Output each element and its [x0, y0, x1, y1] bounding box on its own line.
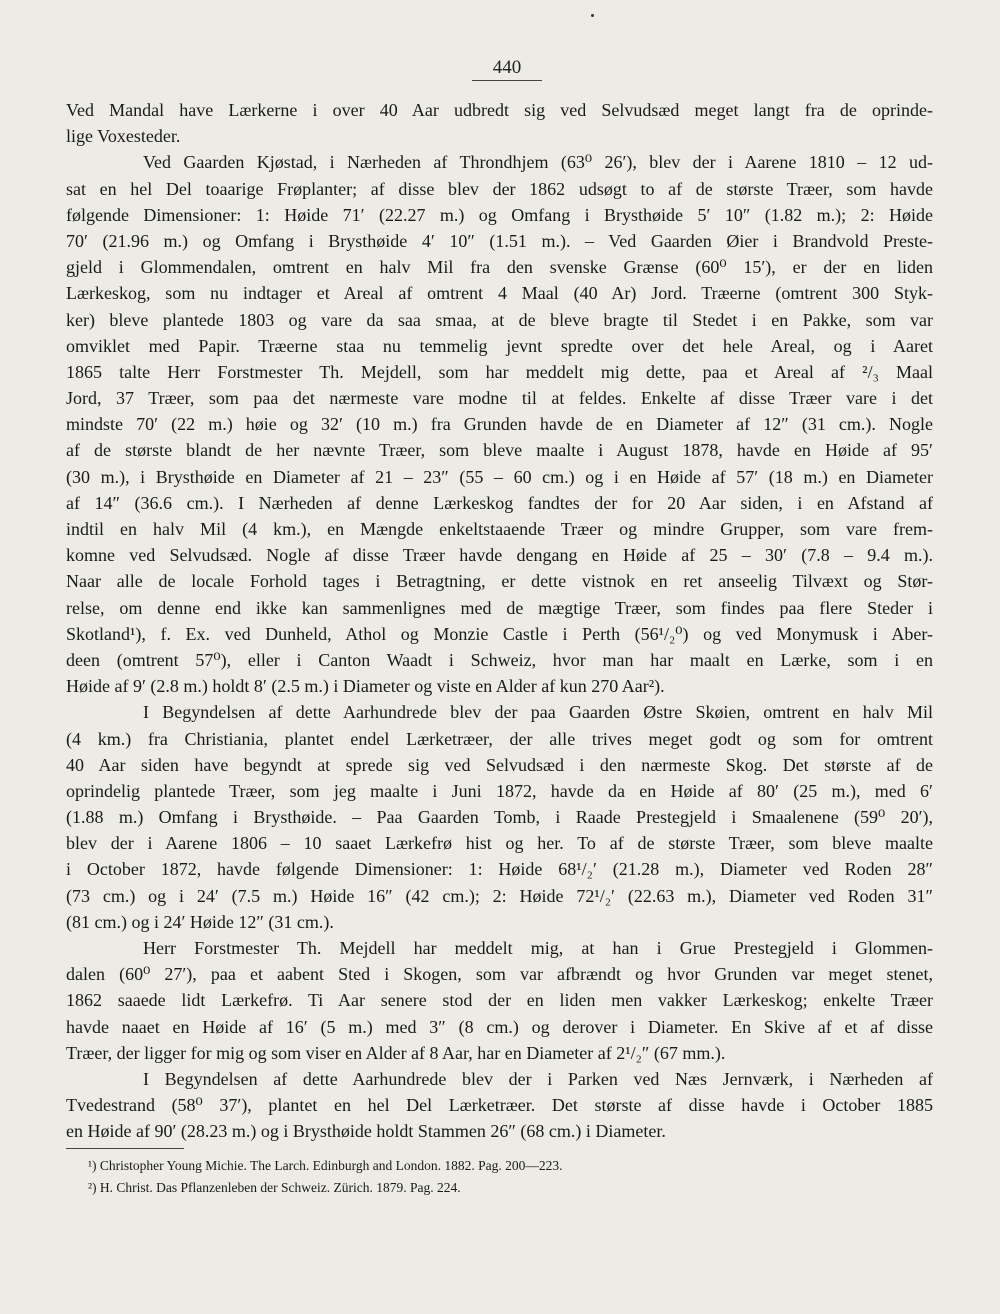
- text-line: Lærkeskog, som nu indtager et Areal af omtrent 4 Maal (40 Ar) Jord. Træerne (omtrent 300 Styk-: [66, 283, 933, 304]
- text-line: Naar alle de locale Forhold tages i Betragtning, er dette vistnok en ret anseelig Tilvæxt og Stør-: [66, 571, 933, 592]
- text-line: omviklet med Papir. Træerne staa nu temmelig jevnt spredte over det hele Areal, og i Aaret: [66, 335, 933, 356]
- text-line: (73 cm.) og i 24′ (7.5 m.) Høide 16″ (42 cm.); 2: Høide 72¹/₂′ (22.63 m.), Diameter ved Roden 31″: [66, 885, 933, 906]
- text-line: af 14″ (36.6 cm.). I Nærheden af denne Lærkeskog fandtes der for 20 Aar siden, i en Afstand af: [66, 492, 933, 513]
- text-line: mindste 70′ (22 m.) høie og 32′ (10 m.) fra Grunden havde de en Diameter af 12″ (31 cm.). Nogle: [66, 414, 933, 435]
- text-line: 70′ (21.96 m.) og Omfang i Brysthøide 4′ 10″ (1.51 m.). – Ved Gaarden Øier i Brandvold Preste-: [66, 230, 933, 251]
- footnotes: [88, 1155, 888, 1199]
- footnote: ¹) Christopher Young Michie. The Larch. Edinburgh and London. 1882. Pag. 200—223.: [88, 1158, 563, 1173]
- text-line: 1865 talte Herr Forstmester Th. Mejdell, som har meddelt mig dette, paa et Areal af ²/₃ Maal: [66, 361, 933, 382]
- text-line: 1862 saaede lidt Lærkefrø. Ti Aar senere stod der en liden men vakker Lærkeskog; enkelte Træer: [66, 990, 933, 1011]
- print-speck: [591, 14, 594, 17]
- page-number: 440: [492, 57, 522, 78]
- text-line: oprindelig plantede Træer, som jeg maalte i Juni 1872, havde da en Høide af 80′ (25 m.), med 6′: [66, 780, 933, 801]
- text-line: ker) bleve plantede 1803 og vare da saa smaa, at de bleve bragte til Stedet i en Pakke, som var: [66, 309, 933, 330]
- text-line: (81 cm.) og i 24′ Høide 12″ (31 cm.).: [66, 911, 334, 932]
- text-line: Ved Gaarden Kjøstad, i Nærheden af Throndhjem (63⁰ 26′), blev der i Aarene 1810 – 12 ud-: [143, 152, 933, 173]
- text-line: relse, om denne end ikke kan sammenlignes med de mægtige Træer, som findes paa flere Steder i: [66, 597, 933, 618]
- text-line: I Begyndelsen af dette Aarhundrede blev der paa Gaarden Østre Skøien, omtrent en halv Mil: [143, 702, 933, 723]
- text-line: 40 Aar siden have begyndt at sprede sig ved Selvudsæd i den nærmeste Skog. Det største af de: [66, 754, 933, 775]
- text-line: (30 m.), i Brysthøide en Diameter af 21 – 23″ (55 – 60 cm.) og i en Høide af 57′ (18 m.) en Diameter: [66, 466, 933, 487]
- text-line: Skotland¹), f. Ex. ved Dunheld, Athol og Monzie Castle i Perth (56¹/₂⁰) og ved Monymusk i Aber-: [66, 623, 933, 644]
- text-line: (1.88 m.) Omfang i Brysthøide. – Paa Gaarden Tomb, i Raade Prestegjeld i Smaalenene (59⁰ 20′),: [66, 807, 933, 828]
- text-line: indtil en halv Mil (4 km.), en Mængde enkeltstaaende Træer og mindre Grupper, som vare frem-: [66, 519, 933, 539]
- footnote: ²) H. Christ. Das Pflanzenleben der Schweiz. Zürich. 1879. Pag. 224.: [88, 1180, 461, 1195]
- text-line: deen (omtrent 57⁰), eller i Canton Waadt i Schweiz, hvor man har maalt en Lærke, som i en: [66, 649, 933, 670]
- text-line: følgende Dimensioner: 1: Høide 71′ (22.27 m.) og Omfang i Brysthøide 5′ 10″ (1.82 m.); 2: Høide: [66, 204, 933, 225]
- text-line: lige Voxesteder.: [66, 126, 181, 147]
- text-line: i October 1872, havde følgende Dimensioner: 1: Høide 68¹/₂′ (21.28 m.), Diameter ved Roden 28″: [66, 859, 933, 880]
- page-number-rule: [472, 80, 542, 81]
- text-line: I Begyndelsen af dette Aarhundrede blev der i Parken ved Næs Jernværk, i Nærheden af: [143, 1068, 933, 1089]
- text-line: komne ved Selvudsæd. Nogle af disse Træer havde dengang en Høide af 25 – 30′ (7.8 – 9.4 m.).: [66, 545, 933, 566]
- text-line: blev der i Aarene 1806 – 10 saaet Lærkefrø hist og her. To af de største Træer, som bleve maalte: [66, 833, 933, 854]
- text-line: gjeld i Glommendalen, omtrent en halv Mil fra den svenske Grænse (60⁰ 15′), er der en liden: [66, 257, 933, 278]
- text-line: Herr Forstmester Th. Mejdell har meddelt mig, at han i Grue Prestegjeld i Glommen-: [143, 938, 933, 958]
- text-line: dalen (60⁰ 27′), paa et aabent Sted i Skogen, som var afbrændt og hvor Grunden var meget stenet,: [66, 964, 933, 985]
- text-line: Jord, 37 Træer, som paa det nærmeste vare modne til at feldes. Enkelte af disse Træer vare i det: [66, 388, 933, 409]
- text-line: havde naaet en Høide af 16′ (5 m.) med 3″ (8 cm.) og derover i Diameter. En Skive af et af disse: [66, 1016, 933, 1037]
- body-text: [66, 97, 933, 1145]
- text-line: en Høide af 90′ (28.23 m.) og i Brysthøide holdt Stammen 26″ (68 cm.) i Diameter.: [66, 1121, 666, 1142]
- footnote-rule: [66, 1148, 184, 1149]
- text-line: Træer, der ligger for mig og som viser en Alder af 8 Aar, har en Diameter af 2¹/₂″ (67 mm.).: [66, 1042, 726, 1063]
- text-line: af de største blandt de her nævnte Træer, som bleve maalte i August 1878, havde en Høide af 95′: [66, 440, 933, 461]
- text-line: Tvedestrand (58⁰ 37′), plantet en hel Del Lærketræer. Det største af disse havde i October 1885: [66, 1095, 933, 1116]
- text-line: Ved Mandal have Lærkerne i over 40 Aar udbredt sig ved Selvudsæd meget langt fra de oprinde-: [66, 100, 933, 120]
- text-line: sat en hel Del toaarige Frøplanter; af disse blev der 1862 udsøgt to af de største Træer, som havde: [66, 178, 933, 199]
- text-line: Høide af 9′ (2.8 m.) holdt 8′ (2.5 m.) i Diameter og viste en Alder af kun 270 Aar²).: [66, 676, 665, 697]
- text-line: (4 km.) fra Christiania, plantet endel Lærketræer, der alle trives meget godt og som for omtrent: [66, 728, 933, 749]
